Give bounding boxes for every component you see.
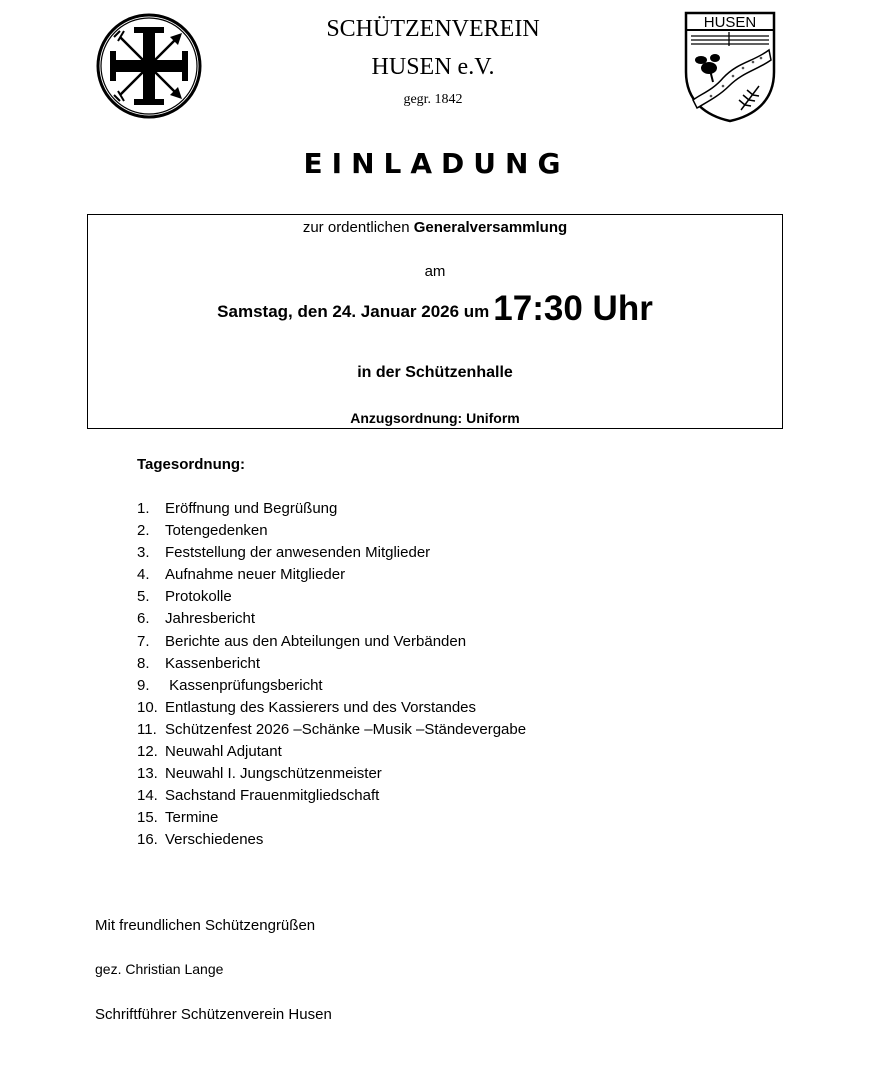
agenda-item-text: Berichte aus den Abteilungen und Verbänden bbox=[165, 632, 467, 650]
svg-text:HUSEN: HUSEN bbox=[703, 14, 757, 31]
agenda-item-text: Neuwahl I. Jungschützenmeister bbox=[165, 765, 382, 783]
cross-arrows-emblem-icon bbox=[96, 13, 202, 119]
agenda-item-number: 9. bbox=[137, 676, 150, 694]
intro-meeting: Generalversammlung bbox=[413, 219, 568, 236]
agenda-item-number: 12. bbox=[137, 743, 158, 761]
agenda-item-text: Totengedenken bbox=[165, 522, 268, 540]
agenda-item-number: 3. bbox=[137, 544, 150, 562]
agenda-item-text: Sachstand Frauenmitgliedschaft bbox=[165, 787, 380, 805]
agenda-item-number: 6. bbox=[137, 610, 150, 628]
agenda-item-text: Kassenprüfungsbericht bbox=[165, 676, 323, 694]
intro-prefix: zur ordentlichen bbox=[302, 219, 414, 236]
agenda-item-text: Neuwahl Adjutant bbox=[165, 743, 282, 761]
agenda-item-number: 1. bbox=[137, 500, 150, 517]
agenda-item bbox=[137, 631, 526, 653]
club-subtitle: HUSEN e.V. bbox=[371, 54, 495, 80]
invitation-intro bbox=[88, 219, 782, 236]
agenda-item bbox=[137, 520, 526, 542]
agenda-item bbox=[137, 608, 526, 630]
closing-role: Schriftführer Schützenverein Husen bbox=[95, 1006, 332, 1023]
agenda-item-text: Schützenfest 2026 –Schänke –Musik –Ständevergabe bbox=[165, 720, 527, 738]
agenda-item bbox=[137, 785, 526, 807]
agenda-item-text: Protokolle bbox=[165, 588, 232, 606]
agenda-item bbox=[137, 586, 526, 608]
agenda-item-text: Kassenbericht bbox=[165, 654, 261, 672]
invitation-time: 17:30 Uhr bbox=[493, 289, 653, 328]
husen-crest-icon bbox=[683, 10, 777, 124]
agenda-item bbox=[137, 564, 526, 586]
agenda-item-number: 15. bbox=[137, 809, 158, 827]
agenda-item-number: 13. bbox=[137, 765, 158, 783]
agenda-item-number: 2. bbox=[137, 522, 150, 540]
agenda-item-number: 5. bbox=[137, 588, 150, 606]
agenda-list bbox=[137, 498, 526, 852]
agenda-item bbox=[137, 697, 526, 719]
page-title: EINLADUNG bbox=[303, 147, 570, 180]
invitation-box bbox=[87, 214, 783, 429]
agenda-item-text: Eröffnung und Begrüßung bbox=[165, 500, 338, 517]
agenda-item-number: 16. bbox=[137, 831, 158, 849]
agenda-item bbox=[137, 653, 526, 675]
agenda-item-text: Termine bbox=[165, 809, 219, 827]
agenda-item-number: 4. bbox=[137, 566, 150, 584]
agenda-item bbox=[137, 719, 526, 741]
invitation-date: Samstag, den 24. Januar 2026 um bbox=[217, 302, 490, 321]
agenda-item bbox=[137, 807, 526, 829]
invitation-date-line bbox=[88, 289, 782, 329]
agenda-item bbox=[137, 741, 526, 763]
agenda-item-text: Aufnahme neuer Mitglieder bbox=[165, 566, 346, 584]
agenda-item-text: Feststellung der anwesenden Mitglieder bbox=[165, 544, 431, 562]
closing-greeting: Mit freundlichen Schützengrüßen bbox=[95, 917, 316, 934]
agenda-item bbox=[137, 498, 526, 520]
agenda-item-number: 14. bbox=[137, 787, 158, 805]
agenda-item-number: 10. bbox=[137, 698, 158, 716]
invitation-am: am bbox=[424, 263, 446, 280]
agenda-item-number: 8. bbox=[137, 654, 150, 672]
agenda-item-number: 7. bbox=[137, 632, 150, 650]
agenda-item-text: Jahresbericht bbox=[165, 610, 256, 628]
agenda-item bbox=[137, 542, 526, 564]
agenda-item-text: Entlastung des Kassierers und des Vorstandes bbox=[165, 698, 477, 716]
agenda-item bbox=[137, 829, 526, 851]
agenda-item-number: 11. bbox=[137, 720, 157, 738]
invitation-place: in der Schützenhalle bbox=[357, 364, 513, 381]
agenda-item bbox=[137, 675, 526, 697]
agenda-item bbox=[137, 763, 526, 785]
agenda-title: Tagesordnung: bbox=[137, 456, 246, 473]
invitation-dress-code: Anzugsordnung: Uniform bbox=[350, 410, 520, 426]
agenda-item-text: Verschiedenes bbox=[165, 831, 264, 849]
club-name: SCHÜTZENVEREIN bbox=[326, 16, 540, 42]
club-founded: gegr. 1842 bbox=[403, 92, 463, 107]
closing-signature: gez. Christian Lange bbox=[95, 961, 224, 977]
